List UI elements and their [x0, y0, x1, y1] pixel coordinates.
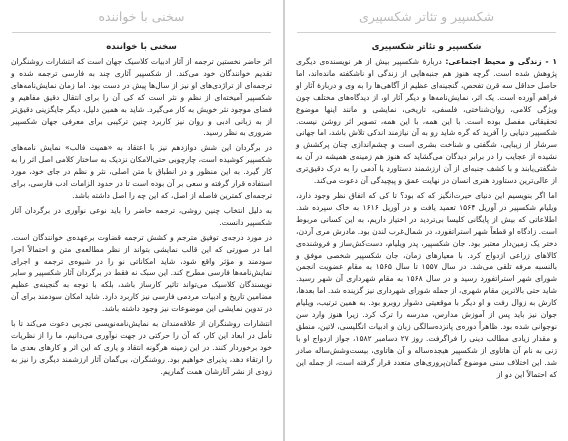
paragraph: در مورد درجه‌ی توفیق مترجم و کشش ترجمه قضاوت برعهده‌ی خوانندگان است. اما در صورتی که این قالب نمایشی بتواند از نظر مطالعه‌ی متن و احتمالاً اجرا سودمند و مؤثر واقع شود، شاید امکاناتی نو را در شیوه‌ی ترجمه و اجرای نمایش‌نامه‌ها فارسی مطرح کند. این سبک نه فقط در برگردان آثار شکسپیر و سایر نویسندگان کلاسیک می‌تواند تاثیر کارساز باشد، بلکه با توجه به گنجینه‌ی عظیم مضامین تاریخ و ادبیات مردمی فارسی نیز کاربرد دارد. شاید امکان سودمند برای آن در تدوین نمایشی این موضوعات نیز وجود داشته باشد.	[11, 232, 272, 314]
paragraph: در برگردان این شش دوازدهم نیز با اعتقاد به «همیت فالب» نمایش نامه‌های شکسپیر کوشیده است، چارچوبی حتی‌الامکان نزدیک به ساختار کلامی اصل اثر را به کار گیرد. به این منظور و در انطباق با متن اصلی، نثر و نظم در جای خود، مورد استفاده قرار گرفته و سعی بر آن بوده است تا در حدود الزامات ادب فارسی، برای ترجمه‌ای کمترین فاصله از اصل، که این چه را اصل داشته باشد.	[11, 143, 272, 200]
right-page-body	[296, 41, 557, 441]
paragraph: انتشارات روشنگران از علاقه‌مندان به نمایش‌نامه‌نویسی تجربی دعوت می‌کند تا با تأمل در ابعاد این کار، که آن را حرکتی در جهت نوآوری می‌دانیم، ما را از نظریات خود برخوردار کنند. در این زمینه هرگونه انتقاد و یاری که این اثر و کارهای بعدی ما را ارتقاء دهد، پذیرای خواهیم بود. روشنگران، بی‌گمان آثار ارزشمند دیگری را نیز به زودی از نشر آثارشان همت گماریم.	[11, 319, 272, 376]
header-rule-right	[297, 32, 556, 33]
left-page-body	[11, 41, 272, 441]
left-page	[0, 0, 283, 441]
section-title-right: شکسپیر و تئاتر شکسپیری	[371, 42, 482, 52]
paragraph: اثر حاضر نخستین ترجمه از آثار ادبیات کلاسیک جهان است که انتشارات روشنگران تقدیم خوانندگان خود می‌کند. از شکسپیر آثاری چند به فارسی ترجمه شده و ترجمه‌ای از تراژدی‌های او نیز از سال‌ها پیش در دست بود. اما زمان نمایش‌نامه‌های شکسپیر آمیخته‌ای از نظم و نثر است که کی آن را برای انتقال دقیق مفاهیم و فضای موجود نثر خویش به کار می‌گیرد. شاید به همین دلیل، دیگر جایگزینی دقیق‌تر از به زبانی ادبی و روان نیز کاربرد چنین ترکیبی برای معرفی جهان شکسپیر ضروری به نظر رسید.	[11, 57, 272, 138]
running-head-left: سخنی با خواننده	[98, 9, 185, 24]
running-head-right: شکسپیر و تئاتر شکسپیری	[358, 9, 495, 24]
right-page	[285, 0, 568, 441]
paragraph-with-subheading	[296, 56, 557, 187]
paragraph-text: دربارهٔ شکسپیر بیش از هر نویسنده‌ی دیگری پژوهش شده است. گرچه هنوز هم جنبه‌هایی از زندگی او ناشکفته مانده‌اند، اما حاصل حداقل سه قرن تفحص، گنجینه‌ای عظیم از آگاهی‌ها را به وی و دربارهٔ آثار او فراهم آورده است. یک اثر، نمایش‌نامه‌ها و دیگر آثار او، از دیدگاه‌های مختلف چون ویژگی کلامی، روان‌شناختی، فلسفی، تاریخی، نمایشی و مانند اینها موضوع تحقیقاتی مفصل بوده است. با این همه، با این همه، تصویر اثر روشن نیست. شکسپیر دنیایی را آفرید که گره شاید رو به آن نیازمند اندکی تلاش باشد، اما جهانی سرشار از زیبایی، شگفتی و شناخت بشری است و چشم‌اندازی چنان پرکشش و نشیده از عجایب را در برابر دیدگان می‌گشاید که هنوز هم زمینه‌ی همیشه در آن به شگفتی‌یابند و با کشف جنبه‌ای از آن ارزشمند دستاورد یا آدمی را به درک دقیق‌تری از عالی‌ترین دستاورد هنری انسان در نهایت عمق و پیچیدگی آن دعوت می‌کند.	[296, 57, 557, 186]
paragraph: به دلیل انتخاب چنین روشی، ترجمه حاضر را باید نوعی نوآوری در برگردان آثار شکسپیر دانست.	[11, 205, 272, 227]
subsection-label: ۱ - زندگی و محیط اجتماعی:	[445, 57, 558, 66]
paragraph: اما اگر بنویسیم این دنیای حیرت‌انگیز که که بود؟ تا کی که اتفاق نظر وجود دارد، ویلیام شکسپیر در آوریل ۱۵۶۴ تعمید یافت و در آوریل ۱۶۱۶ به خاک سپرده شد. اطلاعاتی که بیش از پایگانی کلیسا بی‌تردید در اختیار داریم، به این کسانی مربوط است. زادگاه او قطعاً شهر استراتفورد، در شمال‌غرب لندن بود. مادرش مری آردن، دختر یک زمین‌دار معتبر بود. جان شکسپیر، پدر ویلیام، دست‌کش‌ساز و فروشنده‌ی کالاهای زراعی ازدواج کرد. با معیارهای زمان، جان شکسپیر شخصی موفق و بالنسبه مرفه تلقی می‌شد. در سال ۱۵۵۷ تا سال ۱۵۶۵ به مقام عضویت انجمن شورای شهر استراتفورد رسید و در سال ۱۵۶۸ به مقام شهرداری آن شهر رسید. شاید حتی بالاترین مقام شهری، از جمله شورای شهرداری نیز گزینده شد. اما بعدها، کارش به زوال رفت و او دیگر با موقعیتی دشوار روبرو بود. به همین ترتیب، ویلیام جوان نیز باید پس از آموزش مدارس، مدرسه را ترک کرد. زیرا هنوز وارد سن نوجوانی شده بود. ظاهراً دوره‌ی پانزده‌سالگی زبان و ادبیات انگلیسی، لاتین، منطق و مقدار زیادی مطالب دینی را فراگرفت. روز ۲۷ دسامبر ۱۵۸۲، جواز ازدواج او با زنی به نام آن هاتاوی از شکسپیر هیجده‌ساله و آن هاتاوی، بیست‌وشش‌ساله صادر شد. این اختلاف سنی موضوع گمان‌پروری‌های متعدد قرار گرفته است، از جمله این که احتمالاً این دو از	[296, 190, 558, 379]
header-rule-left	[12, 32, 271, 33]
section-title-left: سخنی با خواننده	[106, 42, 177, 52]
